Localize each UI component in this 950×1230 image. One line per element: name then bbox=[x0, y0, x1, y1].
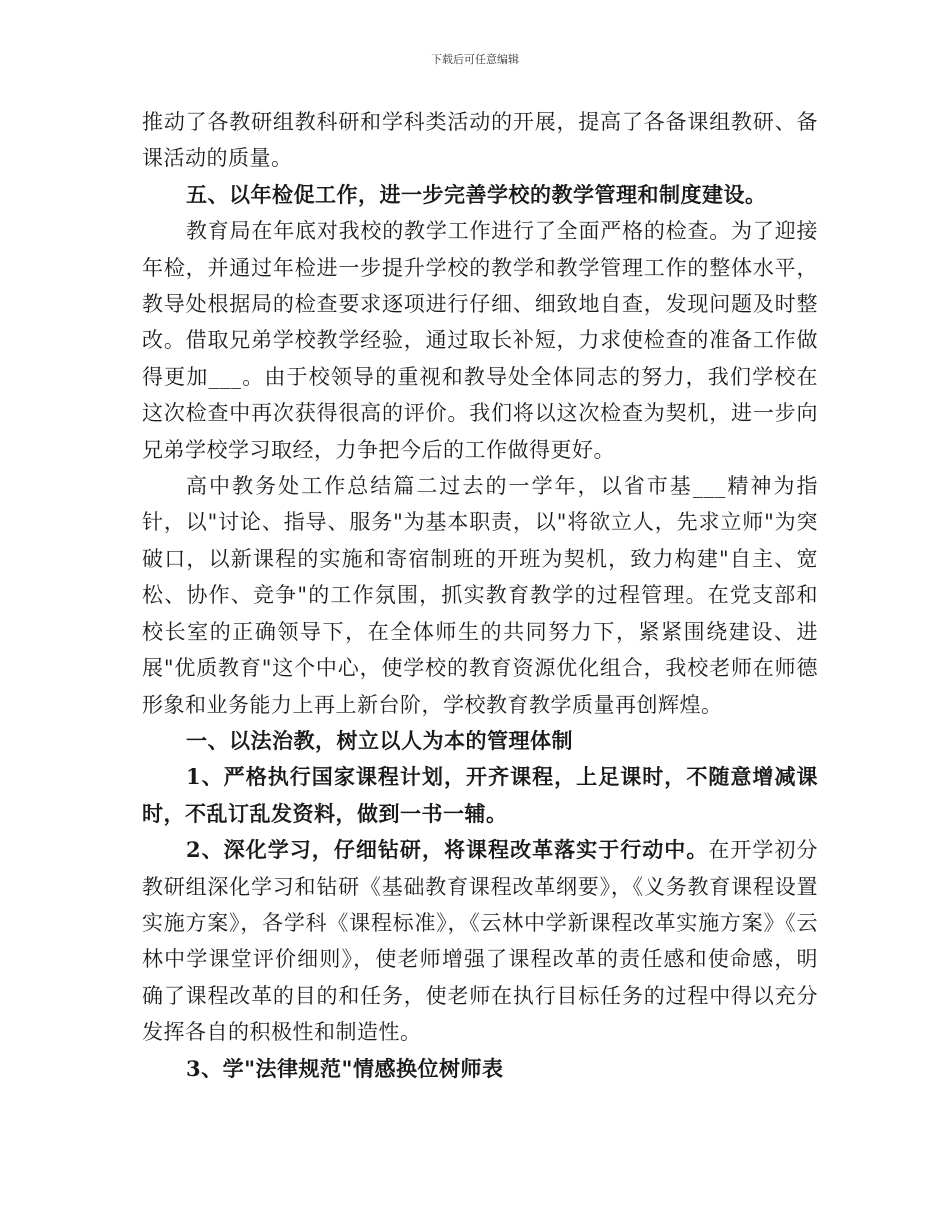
document-body bbox=[142, 104, 818, 1087]
list-item-2-lead: 2、深化学习，仔细钻研，将课程改革落实于行动中。 bbox=[186, 837, 709, 863]
list-item-3: 3、学"法律规范"情感换位树师表 bbox=[186, 1055, 504, 1081]
paragraph-annual-inspection: 教育局在年底对我校的教学工作进行了全面严格的检查。为了迎接年检，并通过年检进一步提升学校的教学和教学管理工作的整体水平，教导处根据局的检查要求逐项进行仔细、细致地自查，发现问题及时整改。借取兄弟学校教学经验，通过取长补短，力求使检查的准备工作做得更加___。由于校领导的重视和教导处全体同志的努力，我们学校在这次检查中再次获得很高的评价。我们将以这次检查为契机，进一步向兄弟学校学习取经，力争把今后的工作做得更好。 bbox=[142, 219, 818, 462]
section-heading-one: 一、以法治教，树立以人为本的管理体制 bbox=[186, 727, 573, 753]
list-item-1: 1、严格执行国家课程计划，开齐课程，上足课时，不随意增减课时，不乱订乱发资料，做到一书一辅。 bbox=[142, 764, 818, 826]
page-header: 下载后可任意编辑 bbox=[431, 53, 519, 66]
section-heading-five: 五、以年检促工作，进一步完善学校的教学管理和制度建设。 bbox=[186, 181, 767, 207]
paragraph-summary-two: 高中教务处工作总结篇二过去的一学年，以省市基___精神为指针，以"讨论、指导、服务"为基本职责，以"将欲立人，先求立师"为突破口，以新课程的实施和寄宿制班的开班为契机，致力构建"自主、宽松、协作、竞争"的工作氛围，抓实教育教学的过程管理。在党支部和校长室的正确领导下，在全体师生的共同努力下，紧紧围绕建设、进展"优质教育"这个中心，使学校的教育资源优化组合，我校老师在师德形象和业务能力上再上新台阶，学校教育教学质量再创辉煌。 bbox=[142, 474, 818, 717]
list-item-2-body: 在开学初分教研组深化学习和钻研《基础教育课程改革纲要》，《义务教育课程设置实施方案》，各学科《课程标准》，《云林中学新课程改革实施方案》《云林中学课堂评价细则》，使老师增强了课程改革的责任感和使命感，明确了课程改革的目的和任务，使老师在执行目标任务的过程中得以充分发挥各自的积极性和制造性。 bbox=[142, 838, 818, 1045]
paragraph-continuation: 推动了各教研组教科研和学科类活动的开展，提高了各备课组教研、备课活动的质量。 bbox=[142, 110, 818, 171]
list-item-2 bbox=[142, 832, 818, 1050]
